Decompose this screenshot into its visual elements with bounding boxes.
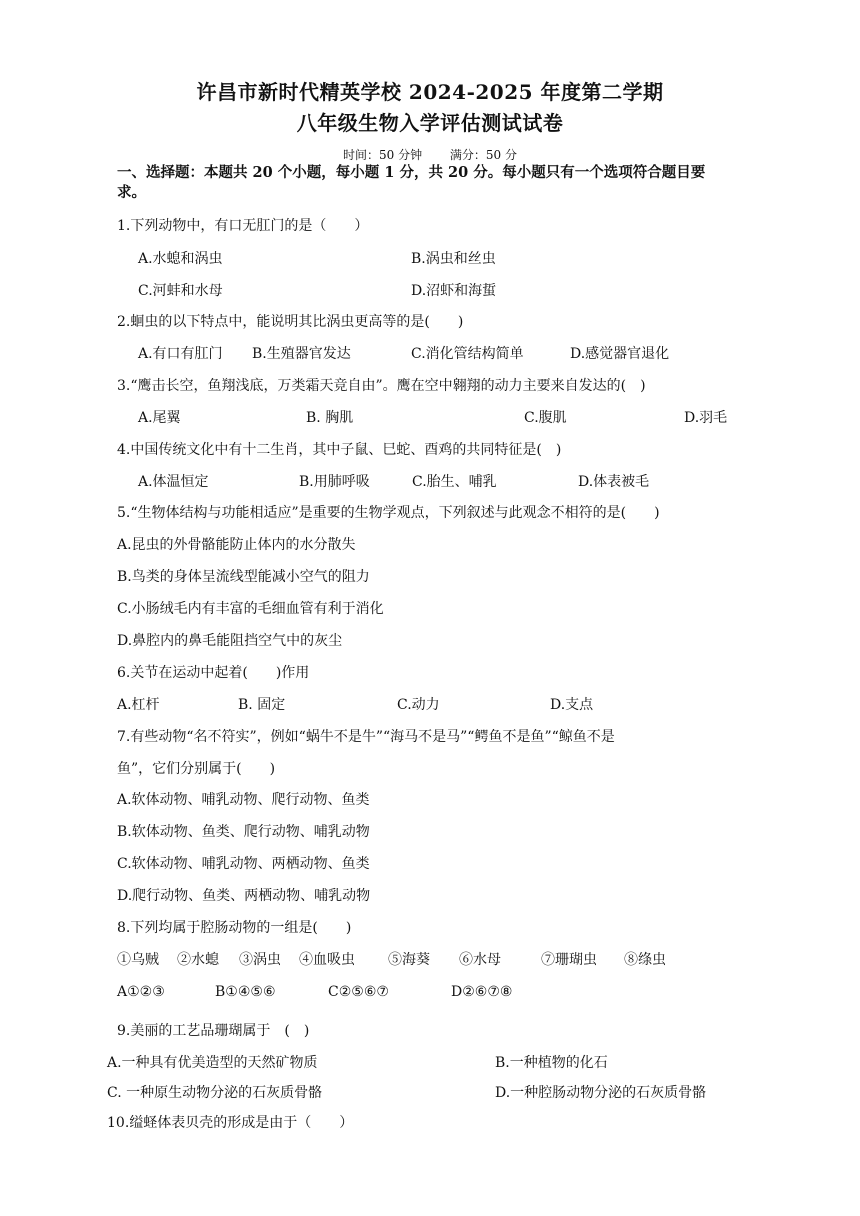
q4-stem: 4.中国传统文化中有十二生肖，其中子鼠、巳蛇、酉鸡的共同特征是( ): [117, 442, 562, 458]
q6-option-d: D.支点: [550, 697, 594, 713]
q8-item-8: ⑧绦虫: [624, 952, 666, 968]
q9-option-a: A.一种具有优美造型的天然矿物质: [107, 1055, 318, 1071]
q8-option-c: C②⑤⑥⑦: [328, 984, 389, 1000]
exam-meta: [0, 146, 860, 163]
q5-option-c: C.小肠绒毛内有丰富的毛细血管有利于消化: [117, 601, 384, 617]
q3-option-c: C.腹肌: [524, 410, 567, 426]
q6-option-b: B. 固定: [238, 697, 286, 713]
q3-option-a: A.尾翼: [138, 410, 181, 426]
section-heading-line1: 一、选择题：本题共 20 个小题，每小题 1 分，共 20 分。每小题只有一个选项符合题目要: [117, 164, 706, 181]
q8-option-d: D②⑥⑦⑧: [451, 984, 513, 1000]
q2-option-b: B.生殖器官发达: [252, 346, 351, 362]
q6-option-c: C.动力: [397, 697, 440, 713]
q2-option-a: A.有口有肛门: [138, 346, 223, 362]
section-heading: [117, 163, 757, 203]
q7-stem-line2: 鱼”，它们分别属于( ): [117, 761, 276, 777]
q7-option-d: D.爬行动物、鱼类、两栖动物、哺乳动物: [117, 888, 371, 904]
q1-option-b: B.涡虫和丝虫: [411, 251, 496, 267]
q4-option-c: C.胎生、哺乳: [412, 474, 497, 490]
q4-option-a: A.体温恒定: [138, 474, 209, 490]
q2-stem: 2.蛔虫的以下特点中，能说明其比涡虫更高等的是( ): [117, 314, 464, 330]
q8-item-4: ④血吸虫: [299, 952, 355, 968]
q4-option-b: B.用肺呼吸: [299, 474, 370, 490]
q3-stem: 3.“鹰击长空，鱼翔浅底，万类霜天竞自由”。鹰在空中翱翔的动力主要来自发达的( ): [117, 378, 646, 394]
section-heading-line2: 求。: [117, 184, 146, 201]
q1-stem: 1.下列动物中，有口无肛门的是（ ）: [117, 218, 369, 234]
q3-option-d: D.羽毛: [684, 410, 728, 426]
q6-stem: 6.关节在运动中起着( )作用: [117, 665, 310, 681]
q6-option-a: A.杠杆: [117, 697, 160, 713]
q8-stem: 8.下列均属于腔肠动物的一组是( ): [117, 920, 352, 936]
q1-option-d: D.沼虾和海蜇: [411, 283, 497, 299]
q7-stem-line1: 7.有些动物“名不符实”，例如“蜗牛不是牛”“海马不是马”“鳄鱼不是鱼”“鲸鱼不是: [117, 729, 615, 745]
q1-option-c: C.河蚌和水母: [138, 283, 223, 299]
q5-option-a: A.昆虫的外骨骼能防止体内的水分散失: [117, 537, 356, 553]
q8-option-b: B①④⑤⑥: [215, 984, 276, 1000]
q9-option-b: B.一种植物的化石: [495, 1055, 608, 1071]
exam-title-line1: 许昌市新时代精英学校 2024-2025 年度第二学期: [196, 80, 664, 104]
q9-option-c: C. 一种原生动物分泌的石灰质骨骼: [107, 1085, 323, 1101]
q5-option-b: B.鸟类的身体呈流线型能减小空气的阻力: [117, 569, 370, 585]
q2-option-d: D.感觉器官退化: [570, 346, 670, 362]
q5-stem: 5.“生物体结构与功能相适应”是重要的生物学观点，下列叙述与此观念不相符的是( ): [117, 505, 660, 521]
q8-item-7: ⑦珊瑚虫: [541, 952, 597, 968]
q9-stem: 9.美丽的工艺品珊瑚属于 ( ): [117, 1023, 310, 1039]
exam-score: 满分：50 分: [449, 148, 517, 162]
q9-option-d: D.一种腔肠动物分泌的石灰质骨骼: [495, 1085, 707, 1101]
q8-item-2: ②水螅: [177, 952, 219, 968]
exam-time: 时间：50 分钟: [342, 148, 423, 162]
q2-option-c: C.消化管结构简单: [411, 346, 524, 362]
exam-title-line2: 八年级生物入学评估测试试卷: [296, 111, 564, 135]
q8-item-1: ①乌贼: [117, 952, 159, 968]
q8-item-6: ⑥水母: [459, 952, 501, 968]
q10-stem: 10.缢蛏体表贝壳的形成是由于（ ）: [107, 1115, 354, 1131]
q5-option-d: D.鼻腔内的鼻毛能阻挡空气中的灰尘: [117, 633, 343, 649]
q7-option-c: C.软体动物、哺乳动物、两栖动物、鱼类: [117, 856, 370, 872]
q3-option-b: B. 胸肌: [306, 410, 354, 426]
q4-option-d: D.体表被毛: [578, 474, 650, 490]
q8-item-3: ③涡虫: [239, 952, 281, 968]
q8-item-5: ⑤海葵: [388, 952, 430, 968]
q1-option-a: A.水螅和涡虫: [138, 251, 223, 267]
q7-option-a: A.软体动物、哺乳动物、爬行动物、鱼类: [117, 792, 370, 808]
q8-option-a: A①②③: [117, 984, 165, 1000]
q7-option-b: B.软体动物、鱼类、爬行动物、哺乳动物: [117, 824, 370, 840]
